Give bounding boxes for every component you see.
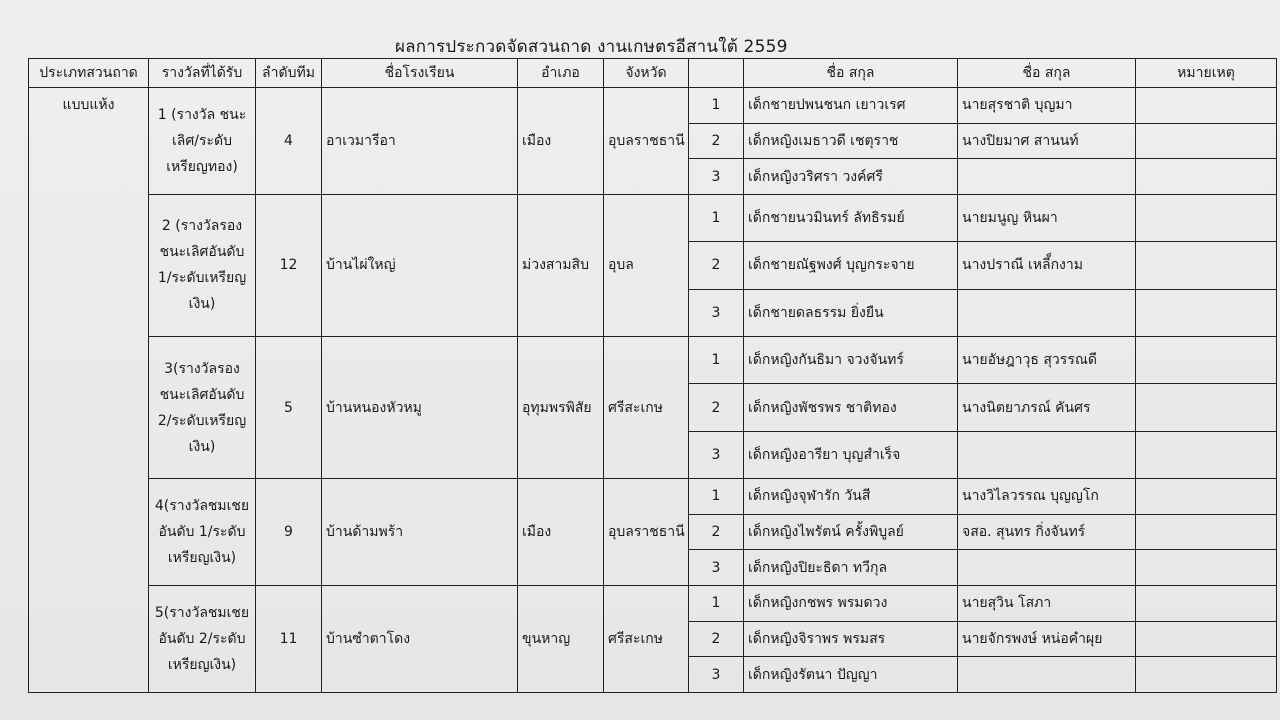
teacher-name-cell: นางปราณี เหลี็กงาม <box>958 242 1136 289</box>
member-number-cell: 2 <box>689 242 744 289</box>
member-number-cell: 2 <box>689 621 744 657</box>
member-number-cell: 1 <box>689 88 744 124</box>
district-cell: เมือง <box>518 479 604 586</box>
table-row <box>29 336 1277 383</box>
member-number-cell: 2 <box>689 123 744 159</box>
team-number-cell: 12 <box>256 194 322 336</box>
teacher-name-cell: นางปิยมาศ สานนท์ <box>958 123 1136 159</box>
student-name-cell: เด็กหญิงกชพร พรมดวง <box>744 585 958 621</box>
province-cell: ศรีสะเกษ <box>604 336 689 478</box>
student-name-cell: เด็กหญิงจิราพร พรมสร <box>744 621 958 657</box>
school-name-cell: บ้านด้ามพร้า <box>322 479 518 586</box>
member-number-cell: 3 <box>689 159 744 195</box>
header-row <box>29 59 1277 88</box>
note-cell <box>1136 289 1277 336</box>
province-cell: ศรีสะเกษ <box>604 585 689 692</box>
award-cell: 3(รางวัลรอง ชนะเลิศอันดับ 2/ระดับเหรียญ เงิน) <box>149 336 256 478</box>
student-name-cell: เด็กหญิงเมธาวดี เชตุราช <box>744 123 958 159</box>
note-cell <box>1136 479 1277 515</box>
award-cell: 1 (รางวัล ชนะเลิศ/ระดับ เหรียญทอง) <box>149 88 256 195</box>
note-cell <box>1136 514 1277 550</box>
member-number-cell: 2 <box>689 384 744 431</box>
teacher-name-cell: นายสุรชาติ บุญมา <box>958 88 1136 124</box>
member-number-cell: 1 <box>689 585 744 621</box>
district-cell: ขุนหาญ <box>518 585 604 692</box>
header-district: อำเภอ <box>518 59 604 88</box>
table-row <box>29 194 1277 241</box>
header-award: รางวัลที่ได้รับ <box>149 59 256 88</box>
teacher-name-cell <box>958 289 1136 336</box>
student-name-cell: เด็กหญิงวริศรา วงค์ศรี <box>744 159 958 195</box>
note-cell <box>1136 88 1277 124</box>
table-row <box>29 479 1277 515</box>
teacher-name-cell <box>958 550 1136 586</box>
student-name-cell: เด็กหญิงอารียา บุญสำเร็จ <box>744 431 958 478</box>
team-number-cell: 9 <box>256 479 322 586</box>
teacher-name-cell: นายอัษฎาวุธ สุวรรณดี <box>958 336 1136 383</box>
student-name-cell: เด็กชายปพนชนก เยาวเรศ <box>744 88 958 124</box>
note-cell <box>1136 123 1277 159</box>
district-cell: ม่วงสามสิบ <box>518 194 604 336</box>
student-name-cell: เด็กหญิงกันธิมา จวงจันทร์ <box>744 336 958 383</box>
teacher-name-cell <box>958 657 1136 693</box>
member-number-cell: 3 <box>689 657 744 693</box>
header-team: ลำดับทีม <box>256 59 322 88</box>
note-cell <box>1136 159 1277 195</box>
student-name-cell: เด็กหญิงรัตนา ปัญญา <box>744 657 958 693</box>
award-cell: 4(รางวัลชมเชย อันดับ 1/ระดับ เหรียญเงิน) <box>149 479 256 586</box>
student-name-cell: เด็กชายดลธรรม ยิ่งยืน <box>744 289 958 336</box>
header-note: หมายเหตุ <box>1136 59 1277 88</box>
teacher-name-cell <box>958 159 1136 195</box>
award-cell: 2 (รางวัลรอง ชนะเลิศอันดับ 1/ระดับเหรียญ เงิน) <box>149 194 256 336</box>
student-name-cell: เด็กชายนวมินทร์ ลัทธิรมย์ <box>744 194 958 241</box>
student-name-cell: เด็กหญิงปิยะธิดา ทวีกุล <box>744 550 958 586</box>
table-row <box>29 88 1277 124</box>
results-table <box>28 58 1277 693</box>
district-cell: อุทุมพรพิสัย <box>518 336 604 478</box>
teacher-name-cell: นายจักรพงษ์ หน่อคำผุย <box>958 621 1136 657</box>
header-teacher-name: ชื่อ สกุล <box>958 59 1136 88</box>
table-row <box>29 585 1277 621</box>
school-name-cell: บ้านหนองหัวหมู <box>322 336 518 478</box>
teacher-name-cell: นางนิตยาภรณ์ คันศร <box>958 384 1136 431</box>
header-school: ชื่อโรงเรียน <box>322 59 518 88</box>
note-cell <box>1136 657 1277 693</box>
header-province: จังหวัด <box>604 59 689 88</box>
document-title: ผลการประกวดจัดสวนถาด งานเกษตรอีสานใต้ 2559 <box>395 37 788 57</box>
province-cell: อุบลราชธานี <box>604 479 689 586</box>
member-number-cell: 3 <box>689 431 744 478</box>
teacher-name-cell: นายสุวิน โสภา <box>958 585 1136 621</box>
province-cell: อุบลราชธานี <box>604 88 689 195</box>
teacher-name-cell: นายมนูญ หินผา <box>958 194 1136 241</box>
student-name-cell: เด็กชายณัฐพงศ์ บุญกระจาย <box>744 242 958 289</box>
note-cell <box>1136 621 1277 657</box>
note-cell <box>1136 242 1277 289</box>
member-number-cell: 2 <box>689 514 744 550</box>
category-cell: แบบแห้ง <box>29 88 149 693</box>
teacher-name-cell: จสอ. สุนทร กิ่งจันทร์ <box>958 514 1136 550</box>
team-number-cell: 5 <box>256 336 322 478</box>
note-cell <box>1136 550 1277 586</box>
teacher-name-cell <box>958 431 1136 478</box>
header-student-name: ชื่อ สกุล <box>744 59 958 88</box>
note-cell <box>1136 585 1277 621</box>
member-number-cell: 1 <box>689 336 744 383</box>
header-number <box>689 59 744 88</box>
province-cell: อุบล <box>604 194 689 336</box>
school-name-cell: บ้านซำตาโดง <box>322 585 518 692</box>
team-number-cell: 4 <box>256 88 322 195</box>
teacher-name-cell: นางวิไลวรรณ บุญญโก <box>958 479 1136 515</box>
school-name-cell: บ้านไผ่ใหญ่ <box>322 194 518 336</box>
note-cell <box>1136 431 1277 478</box>
student-name-cell: เด็กหญิงพัชรพร ชาติทอง <box>744 384 958 431</box>
district-cell: เมือง <box>518 88 604 195</box>
member-number-cell: 3 <box>689 289 744 336</box>
note-cell <box>1136 384 1277 431</box>
header-category: ประเภทสวนถาด <box>29 59 149 88</box>
member-number-cell: 3 <box>689 550 744 586</box>
member-number-cell: 1 <box>689 479 744 515</box>
note-cell <box>1136 194 1277 241</box>
school-name-cell: อาเวมารีอา <box>322 88 518 195</box>
student-name-cell: เด็กหญิงไพรัตน์ ครั้งพิบูลย์ <box>744 514 958 550</box>
student-name-cell: เด็กหญิงจุฬารัก วันสี <box>744 479 958 515</box>
member-number-cell: 1 <box>689 194 744 241</box>
note-cell <box>1136 336 1277 383</box>
team-number-cell: 11 <box>256 585 322 692</box>
award-cell: 5(รางวัลชมเชย อันดับ 2/ระดับ เหรียญเงิน) <box>149 585 256 692</box>
